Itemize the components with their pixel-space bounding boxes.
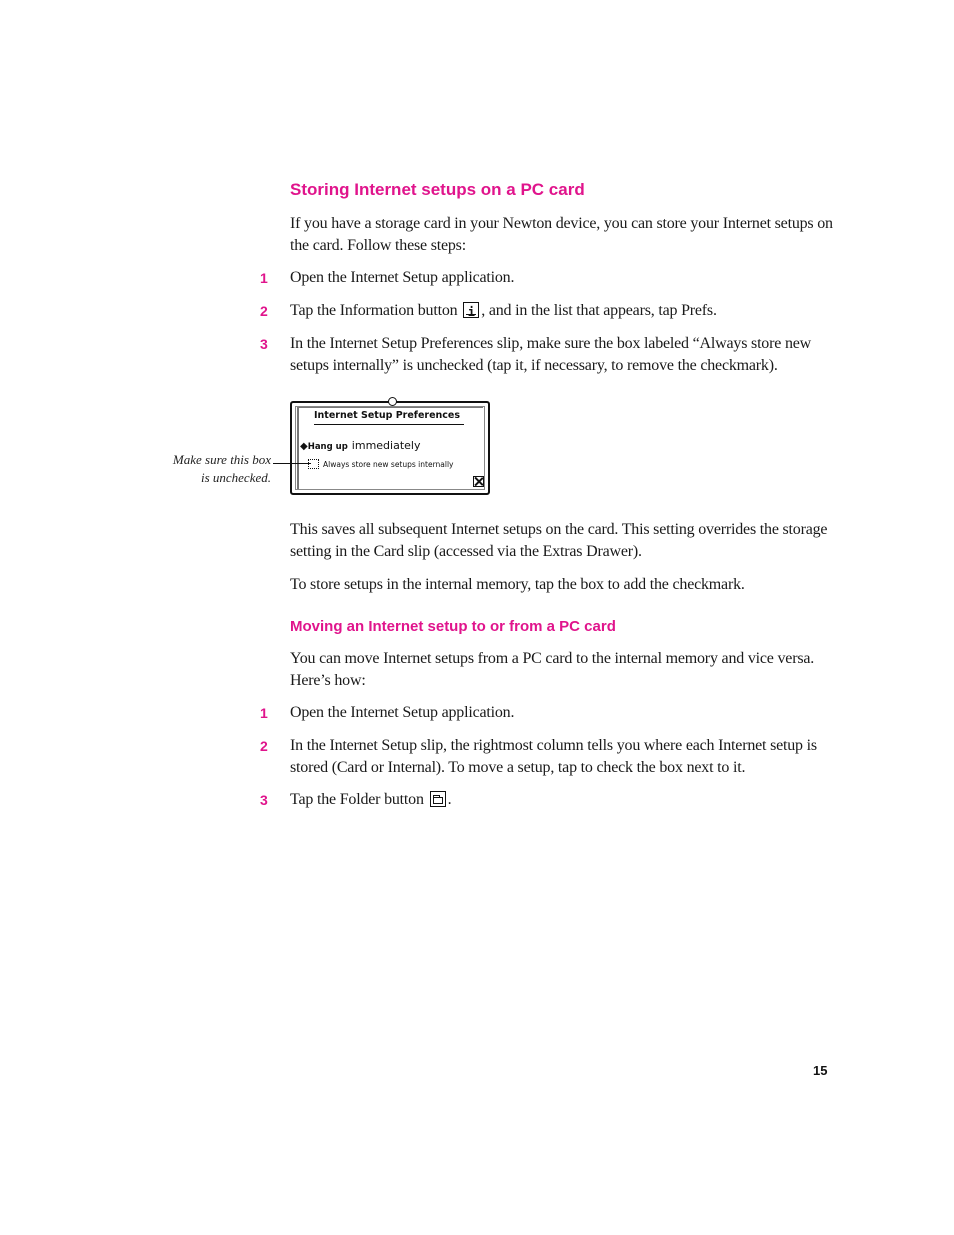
internet-setup-preferences-screenshot (290, 401, 490, 495)
step-text: In the Internet Setup Preferences slip, make sure the box labeled “Always store new setups internally” is unchecked (tap it, if necessary, to remove the checkmark). (290, 335, 811, 374)
step-text-part: Tap the Information button (290, 302, 462, 319)
diamond-icon: ◆ (300, 441, 308, 452)
step-text (290, 789, 835, 811)
figure-callout (173, 451, 271, 487)
section2-intro: You can move Internet setups from a PC card to the internal memory and vice versa. Here’s how: (290, 650, 815, 689)
hang-up-row (300, 436, 420, 454)
folder-button-icon (430, 791, 446, 807)
section1-intro: If you have a storage card in your Newton device, you can store your Internet setups on the card. Follow these steps: (290, 215, 833, 254)
always-store-row (308, 459, 453, 469)
step-number: 1 (260, 270, 268, 286)
page-number: 15 (813, 1063, 828, 1078)
step-text (290, 300, 835, 322)
always-store-checkbox (308, 459, 319, 469)
step-number: 2 (260, 303, 268, 319)
always-store-label: Always store new setups internally (323, 460, 454, 469)
section-heading-moving: Moving an Internet setup to or from a PC card (290, 618, 616, 635)
step-text: Open the Internet Setup application. (290, 704, 515, 721)
hang-up-value: immediately (351, 439, 421, 452)
step-number: 1 (260, 705, 268, 721)
info-button-icon (463, 302, 479, 318)
step-number: 3 (260, 336, 268, 352)
section1-after-1: This saves all subsequent Internet setups on the card. This setting overrides the storage setting in the Card slip (accessed via the Extras Drawer). (290, 521, 828, 560)
step-text-part: Tap the Folder button (290, 791, 428, 808)
slip-knob-icon (388, 397, 397, 406)
close-box-icon (473, 476, 484, 487)
callout-line-1: Make sure this box (172, 452, 271, 467)
step-number: 3 (260, 792, 268, 808)
section1-after-2: To store setups in the internal memory, tap the box to add the checkmark. (290, 576, 745, 593)
step-text: Open the Internet Setup application. (290, 269, 515, 286)
step-number: 2 (260, 738, 268, 754)
step-text-part: . (447, 791, 452, 808)
callout-line-2: is unchecked. (200, 470, 271, 485)
slip-title: Internet Setup Preferences (314, 410, 464, 425)
callout-line (273, 463, 311, 464)
hang-up-label: Hang up (307, 442, 348, 452)
section-heading-storing: Storing Internet setups on a PC card (290, 180, 585, 199)
step-text: In the Internet Setup slip, the rightmost column tells you where each Internet setup is stored (Card or Internal). To move a setup, tap to check the box next to it. (290, 737, 817, 776)
step-text-part: , and in the list that appears, tap Prefs. (481, 302, 717, 319)
